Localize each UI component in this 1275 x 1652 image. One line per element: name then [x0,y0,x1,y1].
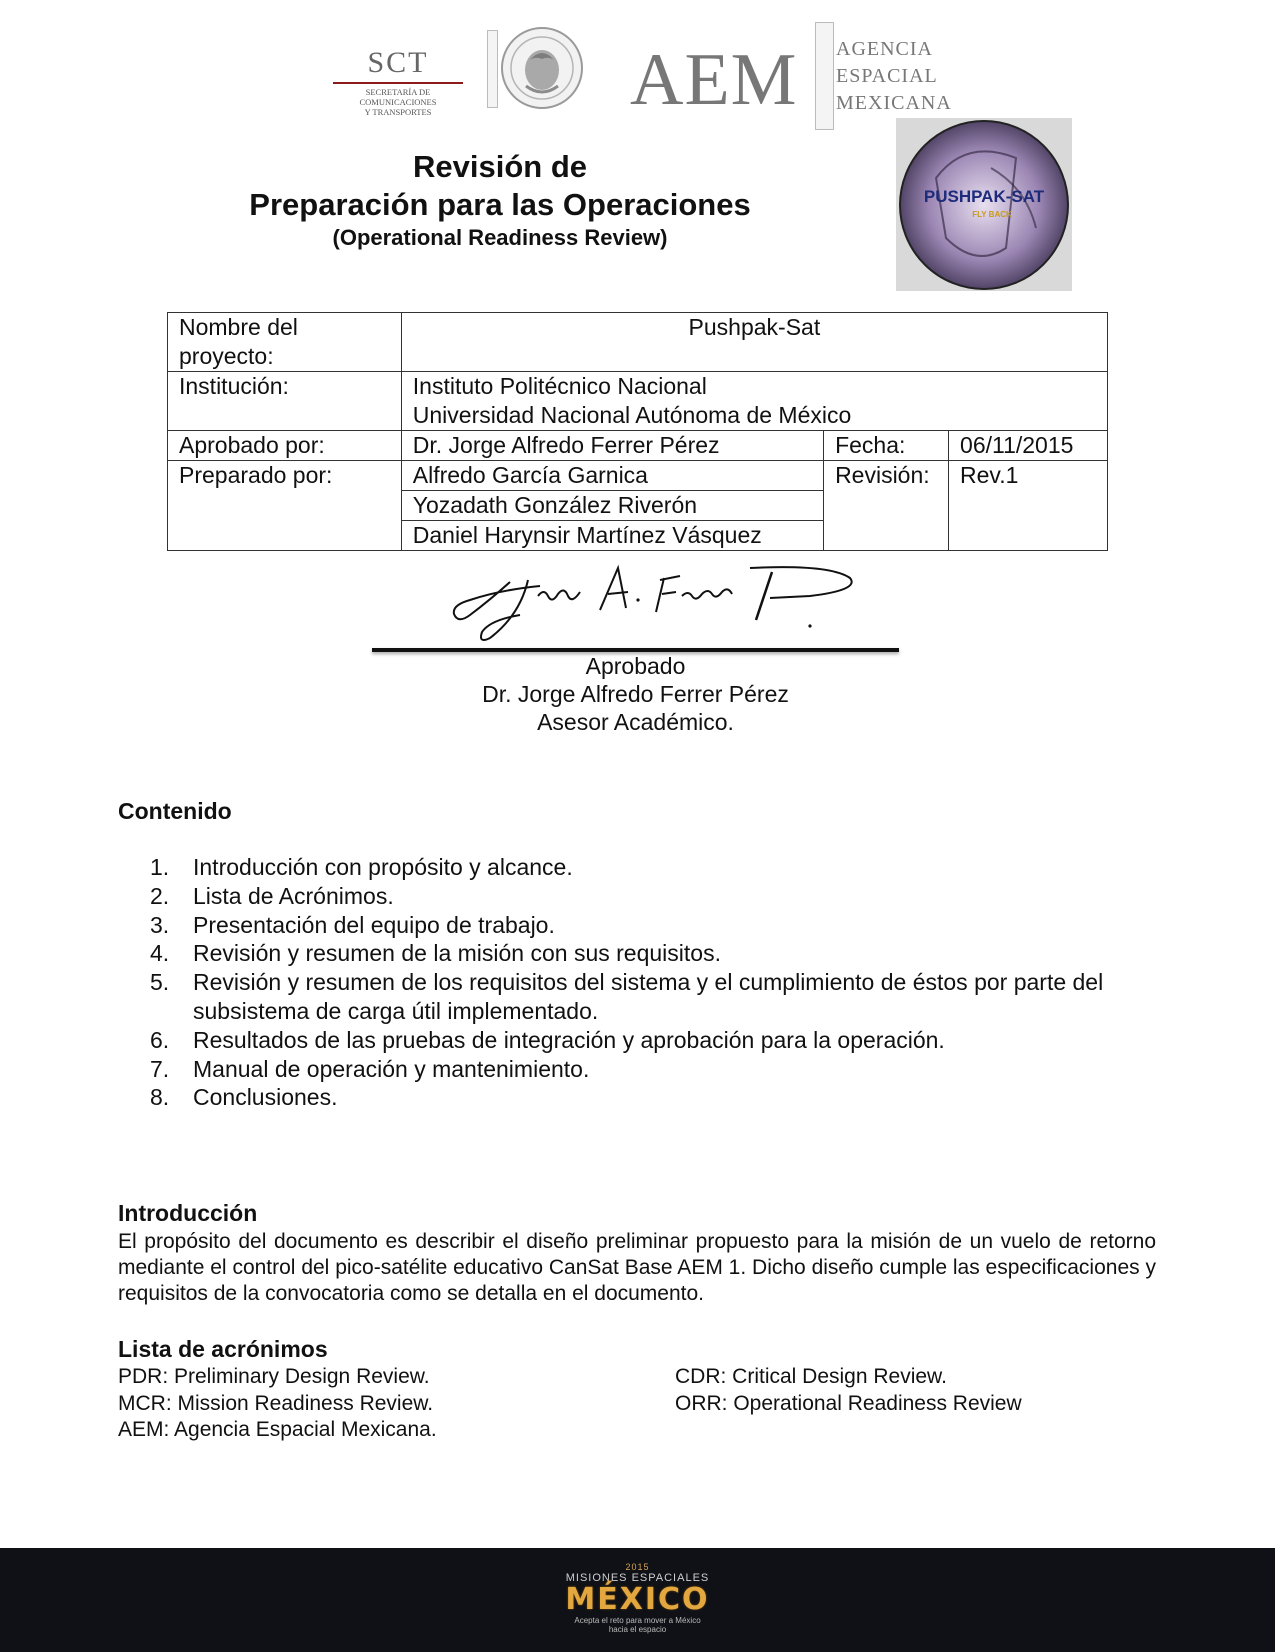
acronym-item: CDR: Critical Design Review. [675,1365,947,1388]
table-row [168,372,1108,431]
title-line2: Preparación para las Operaciones [249,187,751,222]
list-item-number: 8. [150,1084,170,1111]
aem-line3: MEXICANA [836,92,952,114]
institution-1: Instituto Politécnico Nacional [412,373,707,399]
list-item-text: Revisión y resumen de la misión con sus requisitos. [193,940,721,967]
date-value: 06/11/2015 [949,431,1108,461]
list-item-number: 7. [150,1055,170,1082]
sct-abbr: SCT [367,46,429,79]
table-row [168,313,1108,372]
list-item [150,968,1150,1026]
table-row [168,461,1108,491]
acronym-item: ORR: Operational Readiness Review [675,1391,1022,1415]
footer-brand: MÉXICO [565,1582,710,1617]
institution-label: Institución: [168,372,402,431]
signature-block [372,652,899,736]
list-item-number: 2. [150,882,170,909]
approved-value: Dr. Jorge Alfredo Ferrer Pérez [401,431,823,461]
date-label: Fecha: [824,431,949,461]
list-item-text: Resultados de las pruebas de integración y aprobación para la operación. [193,1026,945,1053]
project-info-table [167,312,1108,551]
revision-value: Rev.1 [949,461,1108,551]
list-item [150,1055,1150,1084]
footer-tagline1: Acepta el reto para mover a México [574,1616,701,1625]
badge-title: PUSHPAK-SAT [923,187,1045,206]
intro-paragraph: El propósito del documento es describir el diseño preliminar propuesto para la misión de un vuelo de retorno mediante el control del pico-satélite educativo CanSat Base AEM 1. Dicho diseño cumple las especificaciones y requisitos de la convocatoria como se detalla en el documento. [118,1230,1156,1305]
acronyms-heading: Lista de acrónimos [118,1336,328,1362]
acronyms-right-column [675,1364,1155,1417]
sct-rule [333,82,463,84]
handwritten-signature [450,560,870,645]
mexico-seal-icon [500,26,584,110]
sct-logo [333,48,463,118]
contents-heading: Contenido [118,798,232,824]
document-title [160,148,840,252]
aem-line1: AGENCIA [836,38,933,60]
table-row [168,431,1108,461]
preparer-2: Yozadath González Riverón [401,491,823,521]
acronyms-left-column [118,1364,638,1444]
list-item [150,911,1150,940]
title-line1: Revisión de [413,149,587,184]
list-item-text: Presentación del equipo de trabajo. [193,911,555,938]
project-value: Pushpak-Sat [401,313,1107,372]
footer-line1: MISIONES ESPACIALES [565,1572,710,1584]
list-item [150,939,1150,968]
list-item-text: Manual de operación y mantenimiento. [193,1055,590,1082]
acronym-item: AEM: Agencia Espacial Mexicana. [118,1418,437,1441]
list-item [150,853,1150,882]
title-line3: (Operational Readiness Review) [332,225,668,250]
intro-heading: Introducción [118,1200,258,1226]
misiones-espaciales-logo [555,1562,720,1646]
aem-logo-text: AEM [630,39,798,121]
revision-label: Revisión: [824,461,949,551]
list-item-text: Introducción con propósito y alcance. [193,854,573,880]
sct-line1: SECRETARÍA DE [365,87,431,97]
preparer-3: Daniel Harynsir Martínez Vásquez [401,521,823,551]
signature-approved: Aprobado [585,653,686,679]
list-item-number: 1. [150,854,170,880]
signature-name: Dr. Jorge Alfredo Ferrer Pérez [482,681,789,707]
pushpak-sat-badge [896,118,1072,291]
logo-divider-right [815,22,834,130]
preparer-1: Alfredo García Garnica [401,461,823,491]
footer-year: 2015 [625,1562,650,1572]
list-item-number: 5. [150,969,170,996]
acronym-item: MCR: Mission Readiness Review. [118,1391,434,1415]
logo-divider-left [487,30,498,108]
sct-line2: COMUNICACIONES [359,97,437,107]
footer-tagline2: hacia el espacio [608,1625,667,1634]
approved-label: Aprobado por: [168,431,402,461]
contents-list [150,853,1150,1112]
list-item [150,1026,1150,1055]
project-label: Nombre del proyecto: [168,313,402,372]
list-item-number: 4. [150,940,170,967]
institution-value [401,372,1107,431]
aem-line2: ESPACIAL [836,65,938,87]
list-item-number: 6. [150,1026,170,1053]
sct-line3: Y TRANSPORTES [364,107,432,117]
list-item-number: 3. [150,911,170,938]
list-item [150,882,1150,911]
prepared-label: Preparado por: [168,461,402,551]
institution-2: Universidad Nacional Autónoma de México [412,402,852,428]
acronym-item: PDR: Preliminary Design Review. [118,1365,430,1388]
list-item-text: Revisión y resumen de los requisitos del sistema y el cumplimiento de éstos por parte del subsistema de carga útil implementado. [193,969,1104,1024]
list-item-text: Conclusiones. [193,1084,338,1111]
list-item [150,1083,1150,1112]
badge-subtitle: FLY BACK [972,210,1012,219]
list-item-text: Lista de Acrónimos. [193,882,394,909]
signature-role: Asesor Académico. [537,709,734,735]
aem-wordmark [836,36,952,117]
